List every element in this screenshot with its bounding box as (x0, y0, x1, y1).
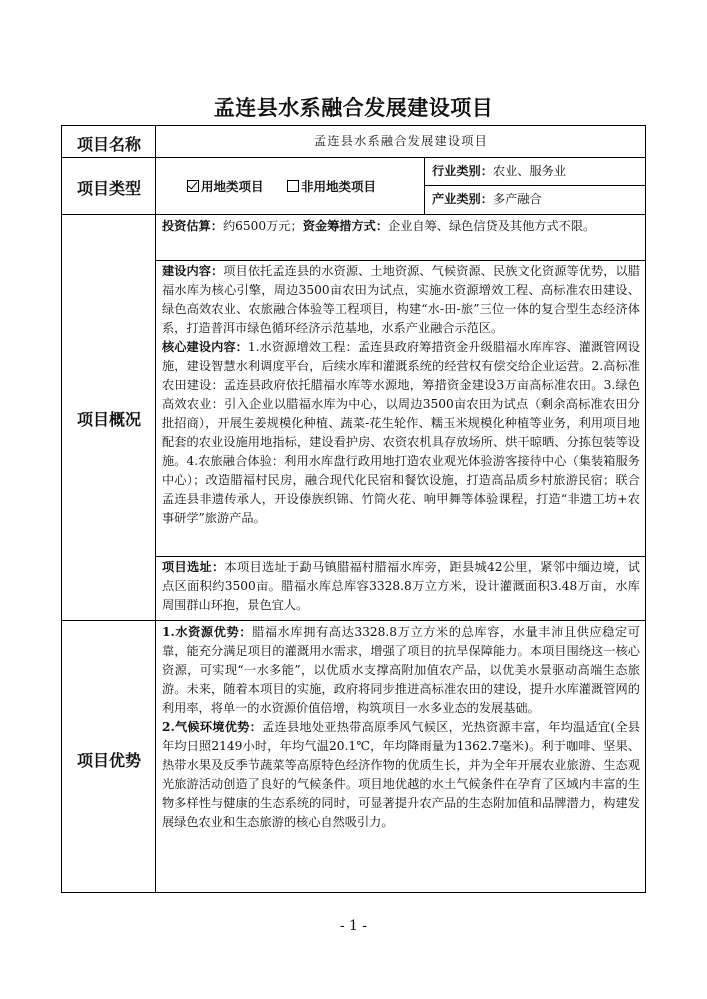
project-type-label: 项目类型 (76, 179, 141, 198)
industry-value: 农业、服务业 (492, 164, 567, 178)
table-divider (62, 214, 645, 215)
sector-category (432, 190, 542, 209)
land-use-option[interactable] (187, 177, 264, 196)
non-land-use-label: 非用地类项目 (301, 179, 377, 194)
construction-label: 建设内容： (162, 264, 224, 278)
sector-value: 多产融合 (492, 192, 542, 206)
investment-value: 约6500万元； (222, 219, 303, 233)
investment-label: 投资估算： (162, 219, 223, 233)
construction-section (162, 262, 640, 528)
advantage-section (162, 623, 640, 832)
sector-label: 产业类别： (432, 192, 493, 206)
advantage-label: 项目优势 (76, 751, 141, 770)
site-section (162, 558, 640, 615)
funding-value: 企业自筹、绿色信贷及其他方式不限。 (388, 219, 596, 233)
page-number: - 1 - (339, 918, 368, 934)
core-construction-value: 1.水资源增效工程：孟连县政府筹措资金升级腊福水库库容、灌溉管网设施，建设智慧水利调度平台，后续水库和灌溉系统的经营权有偿交给企业运营。2.高标准农田建设：孟连县政府依托腊福水库等水源地，筹措资金建设3万亩高标准农田。3.绿色高效农业：引入企业以腊福水库为中心，以周边3500亩农田为试点（剩余高标准农田分批招商），开展生姜规模化种植、蔬菜-花生轮作、糯玉米规模化种植等业务，利用项目地配套的农业设施用地指标，建设看护房、农资农机具存放场所、烘干晾晒、分拣包装等设施。4.农旅融合体验：利用水库盘行政用地打造农业观光体验游客接待中心（集装箱服务中心）；改造腊福村民房，融合现代化民宿和餐饮设施，打造高品质乡村旅游民宿；联合孟连县非遗传承人，开设傣族织锦、竹筒火花、响甲舞等体验课程，打造“非遗工坊+农事研学”旅游产品。 (162, 340, 641, 525)
water-advantage-value: 腊福水库拥有高达3328.8万立方米的总库容，水量丰沛且供应稳定可靠，能充分满足项目的灌溉用水需求，增强了项目的抗旱保障能力。本项目围绕这一核心资源，可实现“一水多能”，以优质水支撑高附加值农产品，以优美水景驱动高端生态旅游。未来，随着本项目的实施，政府将同步推进高标准农田的建设，提升水库灌溉管网的利用率，将单一的水资源价值倍增，构筑项目一水多业态的发展基础。 (162, 625, 640, 715)
land-use-label: 用地类项目 (201, 179, 264, 194)
funding-label: 资金筹措方式： (302, 219, 389, 233)
industry-category (432, 162, 566, 181)
table-divider (155, 556, 645, 557)
table-divider (155, 260, 645, 261)
climate-advantage-value: 孟连县地处亚热带高原季风气候区，光热资源丰富，年均温适宜(全县年均日照2149小时，年均气温20.1℃，年均降雨量为1362.7毫米)。利于咖啡、坚果、热带水果及反季节蔬菜等高原特色经济作物的优质生长，并为全年开展农业旅游、生态观光旅游活动创造了良好的气候条件。项目地优越的水土气候条件在孕育了区域内丰富的生物多样性与健康的生态系统的同时，可显著提升农产品的生态附加值和品牌潜力，构建发展绿色农业和生态旅游的核心自然吸引力。 (162, 720, 640, 829)
investment-section (162, 217, 640, 236)
table-divider (424, 185, 645, 186)
table-divider (62, 157, 645, 158)
project-name-value: 孟连县水系融合发展建设项目 (313, 134, 489, 148)
project-table (61, 125, 646, 893)
water-advantage-label: 1.水资源优势： (162, 625, 253, 639)
project-name-label: 项目名称 (76, 135, 141, 154)
unchecked-box-icon[interactable] (287, 180, 299, 192)
table-divider (155, 126, 156, 892)
construction-value: 项目依托孟连县的水资源、土地资源、气候资源、民族文化资源等优势，以腊福水库为核心引擎，周边3500亩农田为试点，实施水资源增效工程、高标准农田建设、绿色高效农业、农旅融合体验等工程项目，构建“水-田-旅”三位一体的复合型生态经济体系，打造普洱市绿色循环经济示范基地，水系产业融合示范区。 (162, 264, 641, 335)
document-title: 孟连县水系融合发展建设项目 (213, 95, 494, 120)
non-land-use-option[interactable] (287, 177, 376, 196)
site-value: 本项目选址于勐马镇腊福村腊福水库旁，距县城42公里，紧邻中缅边境，试点区面积约3500亩。腊福水库总库容3328.8万立方米，设计灌溉面积3.48万亩，水库周围群山环抱，景色宜人。 (162, 560, 640, 612)
core-construction-label: 核心建设内容： (162, 340, 248, 354)
climate-advantage-label: 2.气候环境优势： (162, 720, 263, 734)
site-label: 项目选址： (162, 560, 225, 574)
table-divider (62, 620, 645, 621)
overview-label: 项目概况 (76, 410, 141, 429)
checked-box-icon[interactable] (187, 180, 199, 192)
industry-label: 行业类别： (432, 164, 493, 178)
